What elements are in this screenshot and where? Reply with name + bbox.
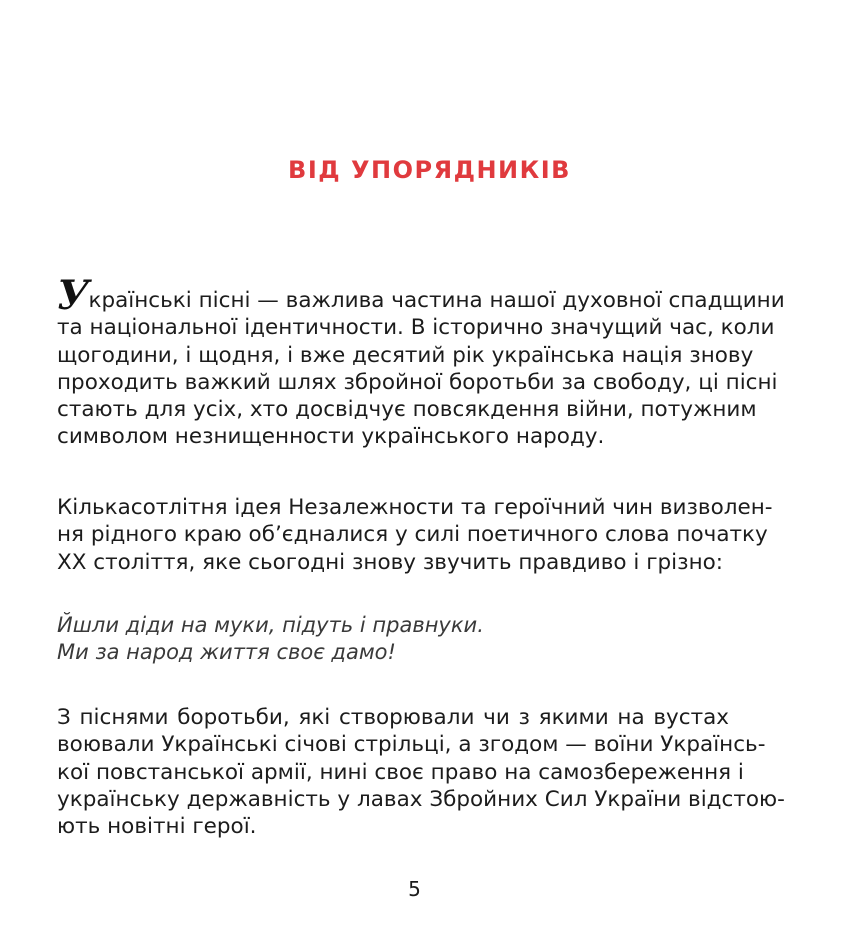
paragraph-line: З піснями боротьби, які створювали чи з якими на вустах [57,705,729,730]
paragraph-line-text: країнські пісні — важлива частина нашої духовної спадщини [88,288,785,313]
paragraph-line: щогодини, і щодня, і вже десятий рік українська нація знову [57,342,754,368]
paragraph-line: XX століття, яке сьогодні знову звучить правдиво і грізно: [57,549,724,575]
paragraph-line: українську державність у лавах Збройних Сил України відстою- [57,786,785,812]
intro-paragraph [57,272,785,451]
page-title: ВІД УПОРЯДНИКІВ [288,156,571,184]
third-paragraph [57,704,785,840]
paragraph-line: проходить важкий шлях збройної боротьби за свободу, ці пісні [57,369,778,395]
second-paragraph [57,494,773,576]
drop-cap: У [57,272,90,319]
verse-line: Йшли діди на муки, підуть і правнуки. [57,613,484,637]
paragraph-line: та національної ідентичности. В історично значущий час, коли [57,315,775,341]
paragraph-line: ють новітні герої. [57,814,257,840]
verse-quote [57,612,729,667]
verse-line: Ми за народ життя своє дамо! [57,640,396,665]
paragraph-line: стають для усіх, хто досвідчує повсякдення війни, потужним [57,397,757,423]
page-number: 5 [408,877,421,901]
paragraph-line: ня рідного краю об’єдналися у силі поетичного слова початку [57,522,768,548]
paragraph-line: Кількасотлітня ідея Незалежности та героїчний чин визволен- [57,495,773,520]
paragraph-line: кої повстанської армії, нині своє право на самозбереження і [57,759,744,785]
paragraph-line [57,272,785,319]
paragraph-line: воювали Українські січові стрільці, а згодом — воїни Українсь- [57,732,766,758]
paragraph-line: символом незнищенности українського народу. [57,424,605,450]
